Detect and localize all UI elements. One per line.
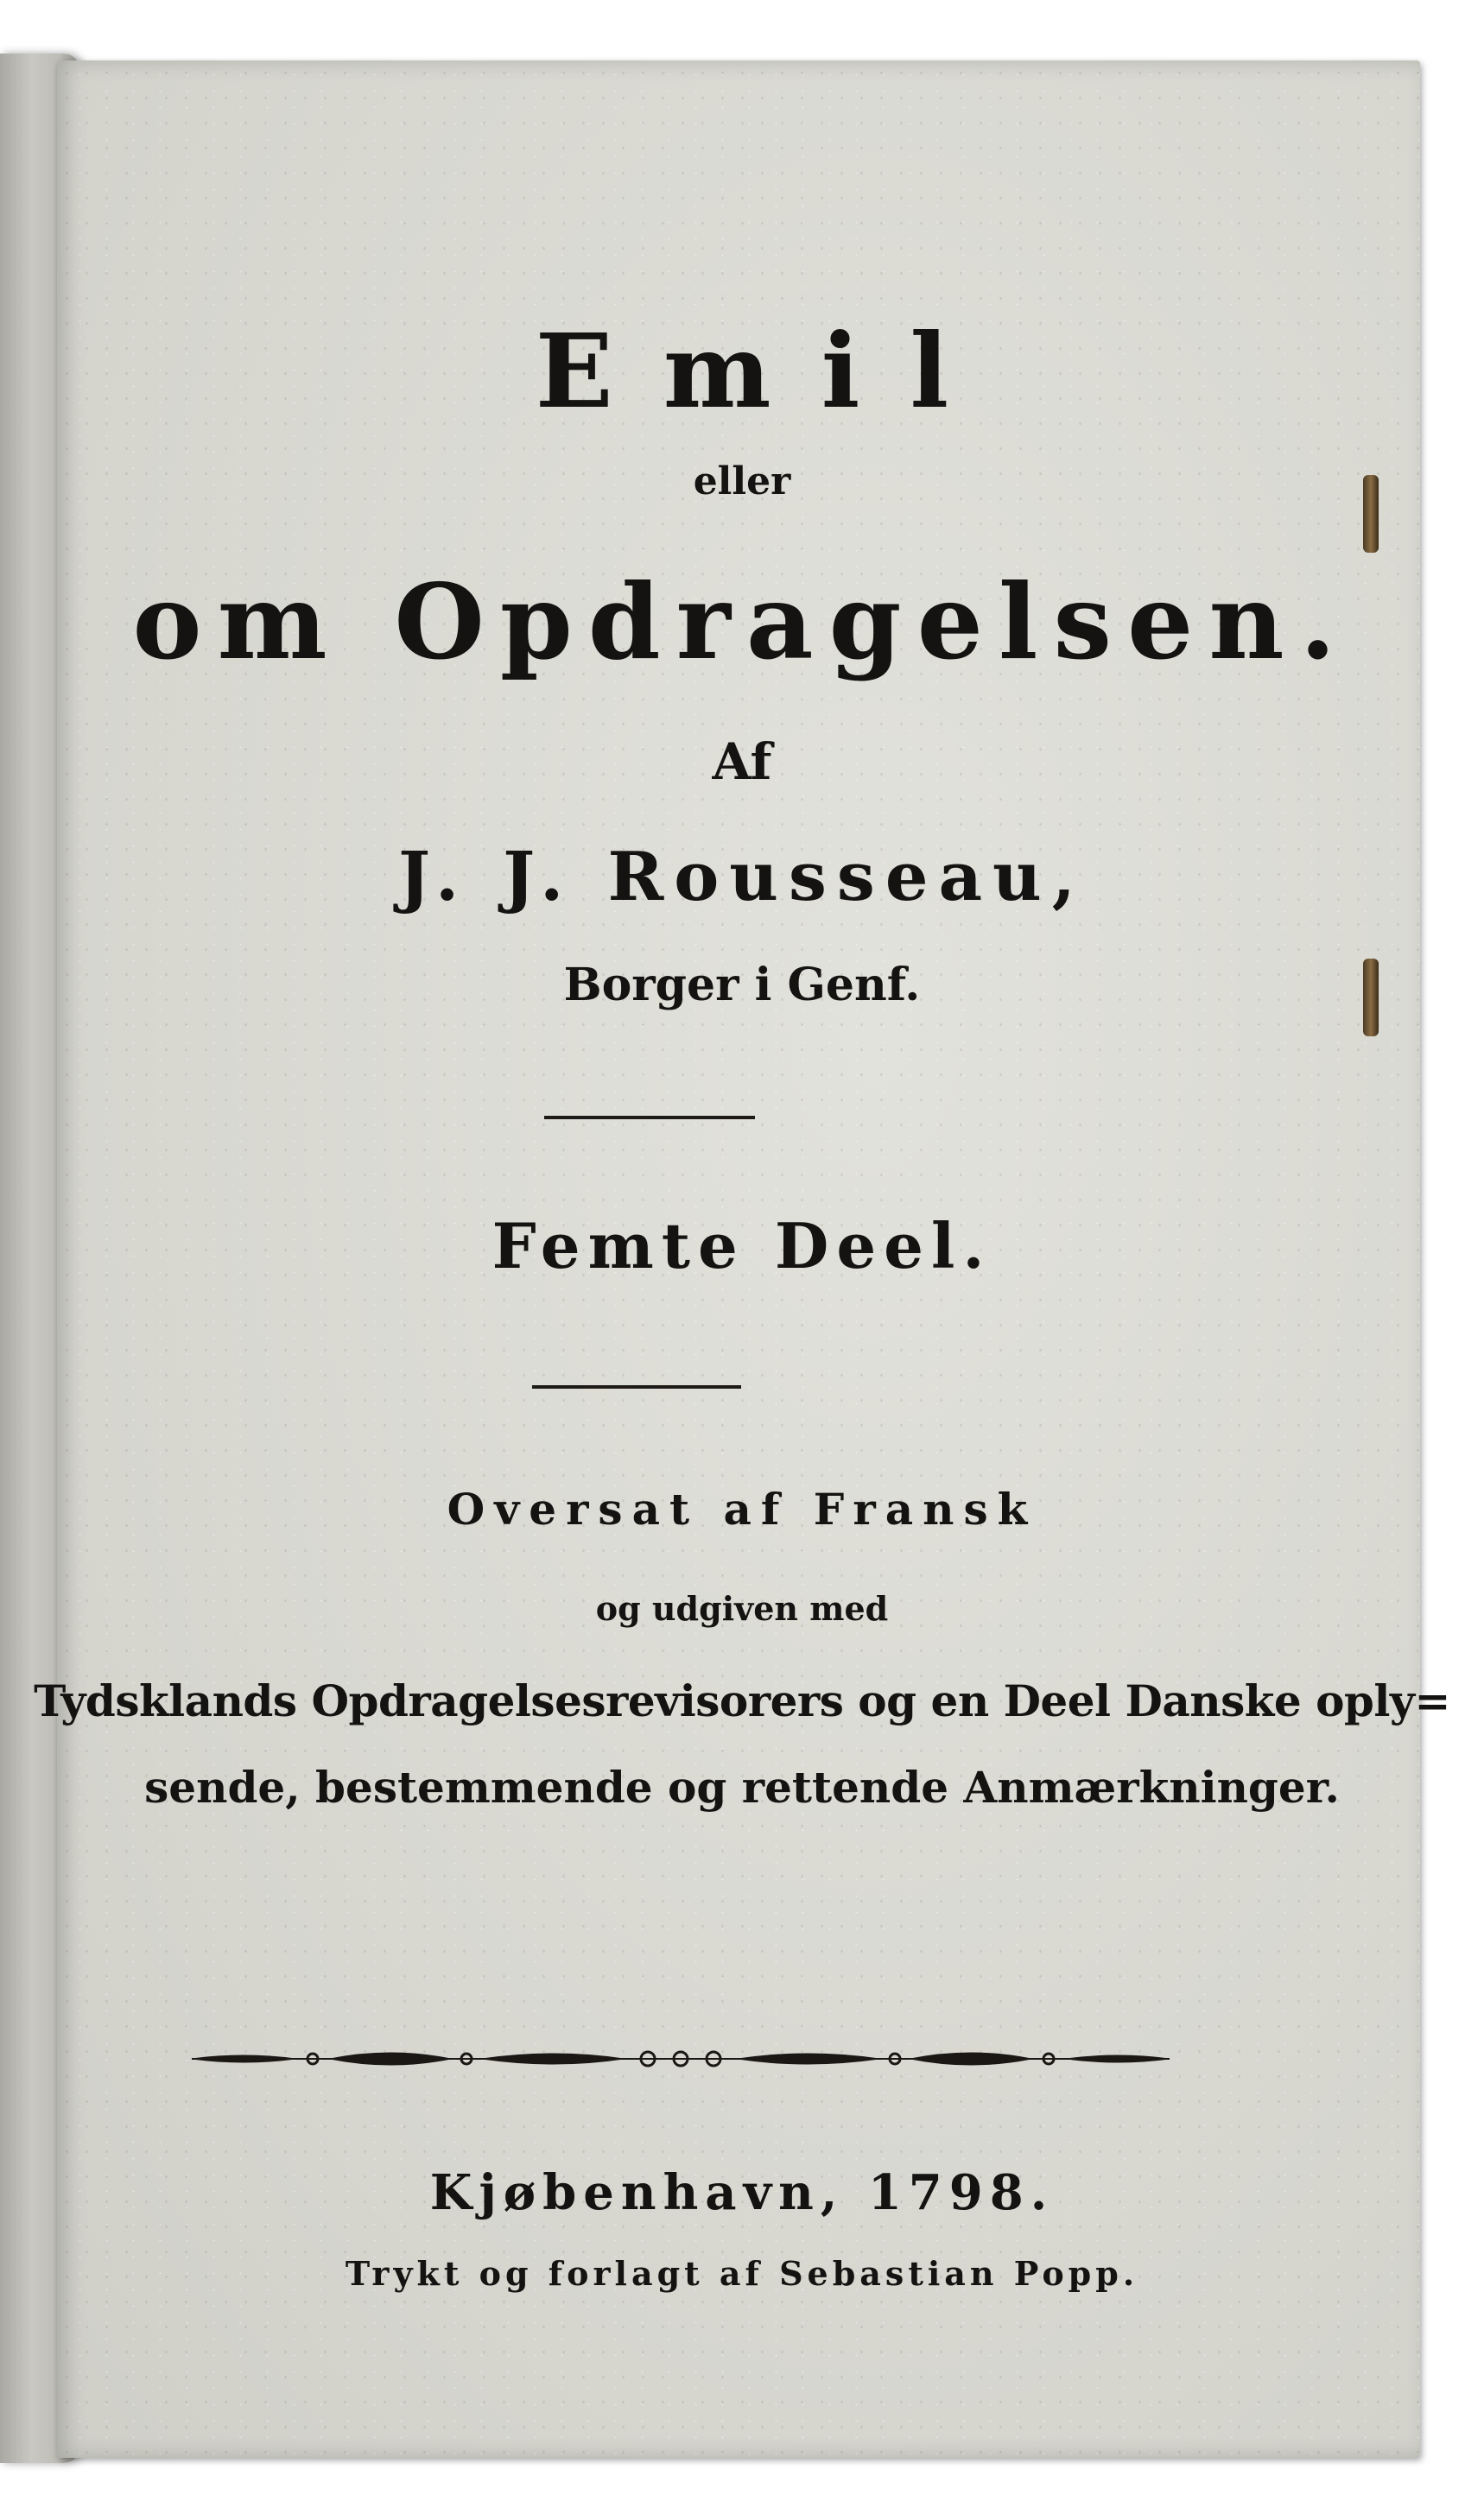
ornamental-rule (192, 2042, 1170, 2076)
annotations-line-2: sende, bestemmende og rettende Anmærkninger. (144, 1762, 1340, 1813)
volume-label: Femte Deel. (491, 1209, 993, 1282)
imprint-printer: Trykt og forlagt af Sebastian Popp. (345, 2254, 1139, 2293)
publication-note: og udgiven med (595, 1589, 889, 1628)
annotations-line-1: Tydsklands Opdragelsesrevisorers og en Deel Danske oply= (34, 1675, 1450, 1726)
imprint-place-year: Kjøbenhavn, 1798. (429, 2164, 1055, 2221)
title-conjunction: eller (693, 459, 791, 503)
author-citizenship: Borger i Genf. (563, 959, 921, 1011)
translation-note: Oversat af Fransk (447, 1484, 1037, 1535)
book-subtitle: om Opdragelsen. (132, 561, 1352, 683)
book-title: Emil (535, 311, 999, 431)
author-name: J. J. Rousseau, (398, 838, 1086, 916)
divider-rule-upper (544, 1116, 755, 1119)
by-line: Af (712, 732, 772, 791)
divider-rule-lower (532, 1385, 741, 1389)
